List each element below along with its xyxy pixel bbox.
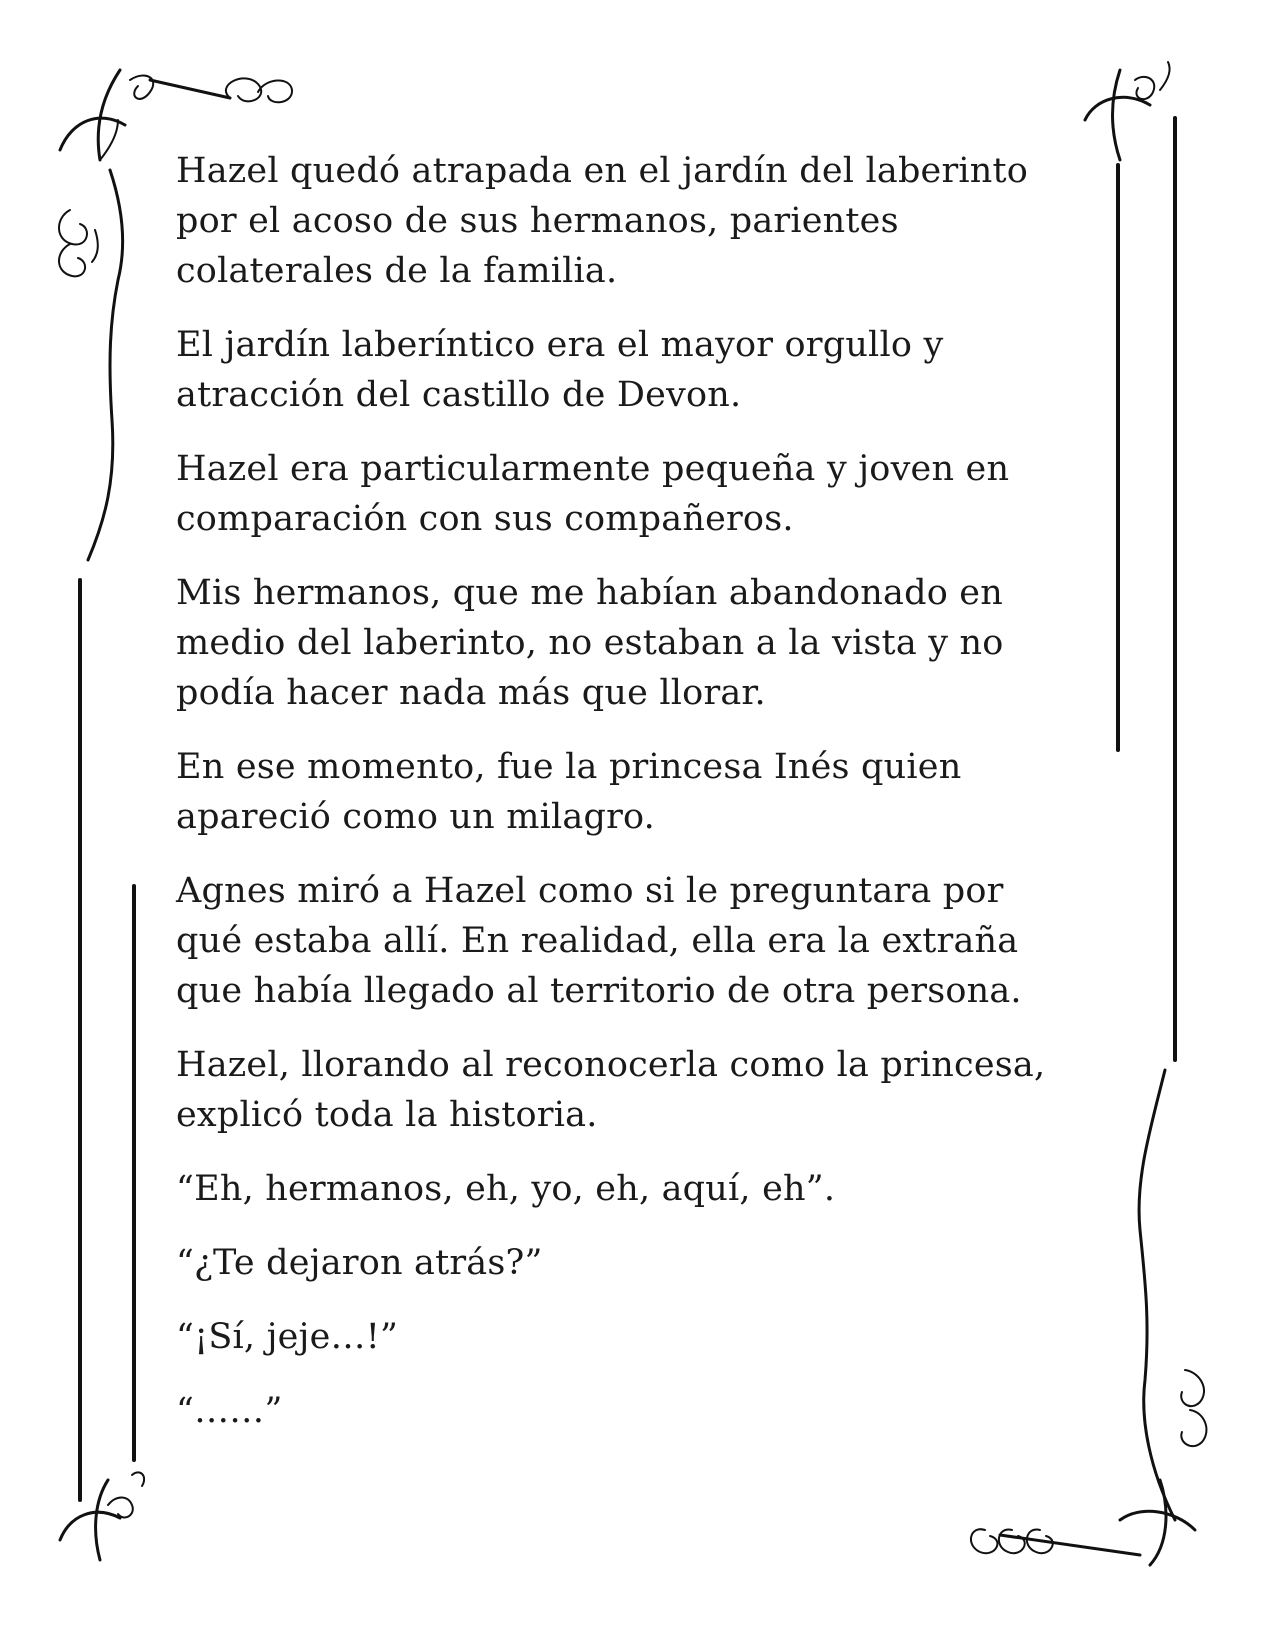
dialogue-line-2: “¿Te dejaron atrás?” xyxy=(176,1243,543,1283)
document-body xyxy=(176,146,1096,1460)
paragraph-3: Hazel era particularmente pequeña y joven en comparación con sus compañeros. xyxy=(176,449,1010,539)
paragraph-2: El jardín laberíntico era el mayor orgullo y atracción del castillo de Devon. xyxy=(176,325,944,415)
paragraph-7: Hazel, llorando al reconocerla como la princesa, explicó toda la historia. xyxy=(176,1045,1046,1135)
paragraph-4: Mis hermanos, que me habían abandonado en medio del laberinto, no estaban a la vista y no podía hacer nada más que llorar. xyxy=(176,573,1004,713)
dialogue-line-3: “¡Sí, jeje…!” xyxy=(176,1317,399,1357)
right-border-lines xyxy=(1118,118,1175,1060)
dialogue-line-1: “Eh, hermanos, eh, yo, eh, aquí, eh”. xyxy=(176,1169,836,1209)
bottom-left-flourish xyxy=(60,1472,144,1560)
paragraph-5: En ese momento, fue la princesa Inés quien apareció como un milagro. xyxy=(176,747,962,837)
dialogue-line-4: “……” xyxy=(176,1391,283,1431)
paragraph-1: Hazel quedó atrapada en el jardín del laberinto por el acoso de sus hermanos, parientes colaterales de la familia. xyxy=(176,151,1029,291)
top-right-flourish xyxy=(1085,62,1170,160)
left-border-lines xyxy=(80,580,134,1500)
paragraph-6: Agnes miró a Hazel como si le preguntara por qué estaba allí. En realidad, ella era la extraña que había llegado al territorio de otra persona. xyxy=(176,871,1022,1011)
